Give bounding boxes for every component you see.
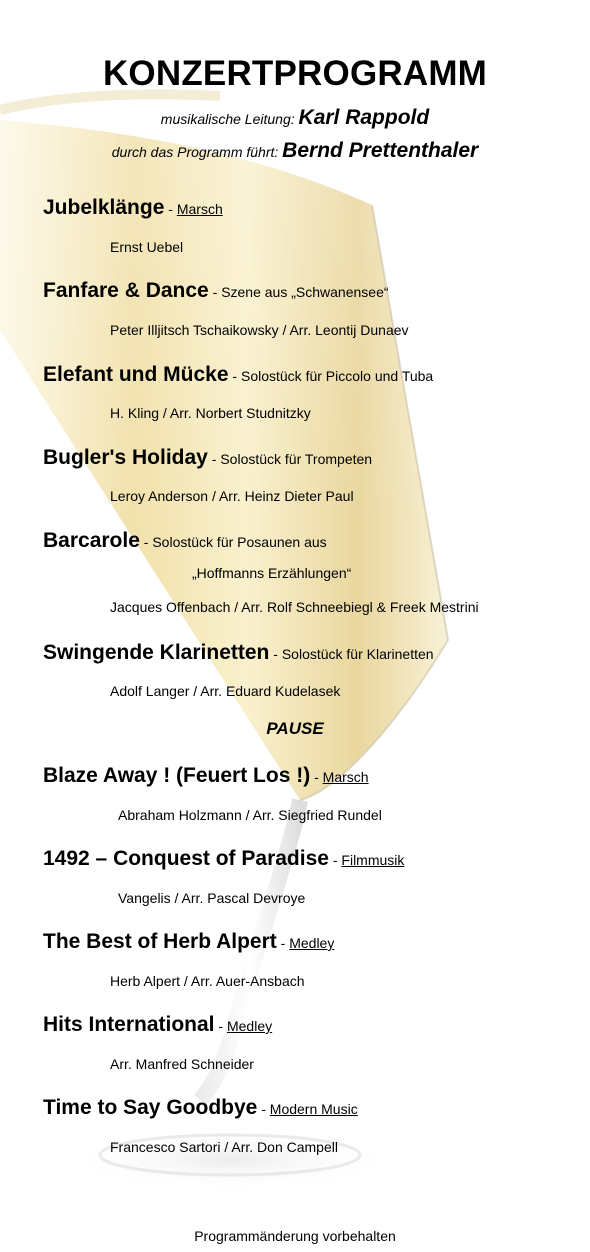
piece-title: Bugler's Holiday	[43, 446, 208, 469]
program-item-title-line	[43, 847, 404, 871]
piece-description-line2: „Hoffmanns Erzählungen“	[192, 565, 352, 581]
program-item-title-line	[43, 764, 369, 788]
program-item-title-line	[43, 1013, 272, 1037]
separator: -	[139, 534, 153, 550]
piece-title: Fanfare & Dance	[43, 279, 209, 302]
piece-composer: Francesco Sartori / Arr. Don Campell	[110, 1139, 338, 1155]
piece-description: Filmmusik	[341, 852, 405, 868]
credit-conductor	[0, 106, 590, 130]
program-item-title-line	[43, 279, 389, 303]
piece-composer: Leroy Anderson / Arr. Heinz Dieter Paul	[110, 488, 354, 504]
piece-title: Jubelklänge	[43, 196, 165, 219]
separator: -	[228, 368, 241, 384]
piece-title: Blaze Away ! (Feuert Los !)	[43, 764, 311, 787]
separator: -	[276, 935, 290, 951]
separator: -	[208, 284, 222, 300]
piece-title: Hits International	[43, 1013, 215, 1036]
piece-description: Solostück für Klarinetten	[281, 646, 434, 662]
piece-composer: H. Kling / Arr. Norbert Studnitzky	[110, 405, 311, 421]
program-item-title-line	[43, 529, 327, 553]
piece-composer: Jacques Offenbach / Arr. Rolf Schneebiegl & Freek Mestrini	[110, 599, 479, 615]
program-item-title-line	[43, 363, 433, 387]
footer-note: Programmänderung vorbehalten	[194, 1228, 396, 1244]
piece-title: 1492 – Conquest of Paradise	[43, 847, 329, 870]
credit-label: musikalische Leitung:	[160, 111, 299, 127]
piece-description: Modern Music	[269, 1101, 358, 1117]
piece-description: Solostück für Trompeten	[220, 451, 373, 467]
separator: -	[310, 769, 323, 785]
separator: -	[328, 852, 342, 868]
credit-label: durch das Programm führt:	[111, 144, 283, 160]
piece-description: Szene aus „Schwanensee“	[221, 284, 389, 300]
piece-title: Swingende Klarinetten	[43, 641, 270, 664]
piece-description: Marsch	[322, 769, 369, 785]
piece-description: Medley	[226, 1018, 273, 1034]
piece-title: Barcarole	[43, 529, 140, 552]
piece-composer: Adolf Langer / Arr. Eduard Kudelasek	[110, 683, 341, 699]
program-item-title-line	[43, 641, 434, 665]
credit-host	[0, 139, 590, 163]
piece-description: Medley	[289, 935, 335, 951]
separator: -	[164, 201, 177, 217]
separator: -	[214, 1018, 227, 1034]
piece-title: The Best of Herb Alpert	[43, 930, 277, 953]
credit-name: Bernd Prettenthaler	[282, 139, 479, 162]
piece-composer: Abraham Holzmann / Arr. Siegfried Rundel	[118, 807, 382, 823]
pause-heading: PAUSE	[266, 719, 324, 738]
page-title: KONZERTPROGRAMM	[102, 54, 488, 93]
credit-name: Karl Rappold	[298, 106, 430, 129]
piece-description: Solostück für Piccolo und Tuba	[240, 368, 434, 384]
piece-composer: Peter Illjitsch Tschaikowsky / Arr. Leontij Dunaev	[110, 322, 409, 338]
program-item-title-line	[43, 930, 334, 954]
separator: -	[257, 1101, 270, 1117]
separator: -	[269, 646, 282, 662]
piece-composer: Ernst Uebel	[110, 239, 184, 255]
piece-description: Marsch	[176, 201, 223, 217]
piece-description: Solostück für Posaunen aus	[152, 534, 327, 550]
program-item-title-line	[43, 446, 372, 470]
program-item-title-line	[43, 1096, 358, 1120]
separator: -	[207, 451, 221, 467]
piece-composer: Arr. Manfred Schneider	[110, 1056, 254, 1072]
piece-title: Time to Say Goodbye	[43, 1096, 258, 1119]
piece-composer: Vangelis / Arr. Pascal Devroye	[118, 890, 306, 906]
piece-title: Elefant und Mücke	[43, 363, 229, 386]
piece-composer: Herb Alpert / Arr. Auer-Ansbach	[110, 973, 305, 989]
program-item-title-line	[43, 196, 223, 220]
